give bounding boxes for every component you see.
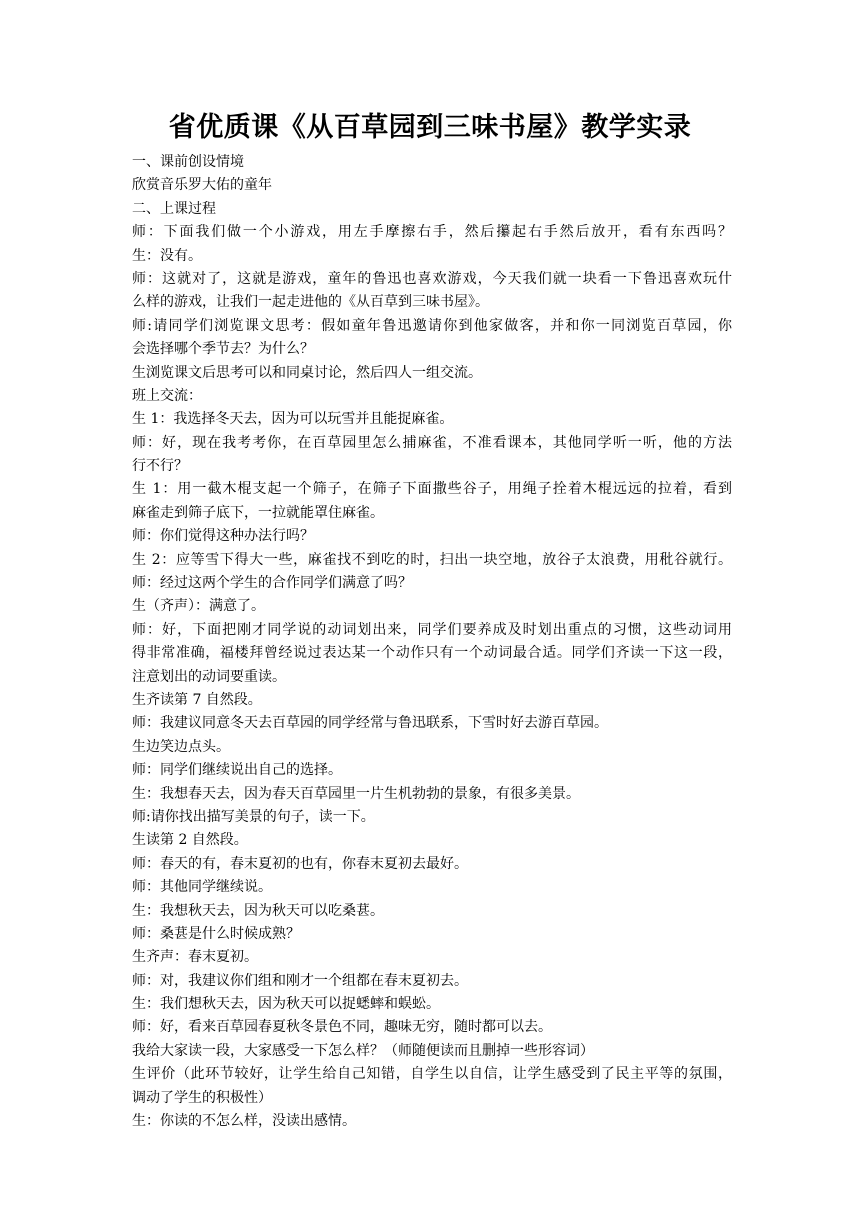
paragraph-line: 师：经过这两个学生的合作同学们满意了吗？ — [132, 575, 412, 592]
paragraph-line: 欣赏音乐罗大佑的童年 — [132, 177, 272, 194]
document-title: 省优质课《从百草园到三味书屋》教学实录 — [168, 112, 692, 143]
paragraph-line: 师：好，下面把刚才同学说的动词划出来，同学们要养成及时划出重点的习惯，这些动词用 — [132, 621, 732, 638]
paragraph-line: 麻雀走到筛子底下，一拉就能罩住麻雀。 — [132, 504, 384, 521]
paragraph-line: 师：我建议同意冬天去百草园的同学经常与鲁迅联系，下雪时好去游百草园。 — [132, 715, 608, 732]
paragraph-line: 师：同学们继续说出自己的选择。 — [132, 762, 342, 779]
paragraph-line: 师：好，现在我考考你，在百草园里怎么捕麻雀，不准看课本，其他同学听一听，他的方法 — [132, 434, 732, 451]
paragraph-line: 师：你们觉得这种办法行吗？ — [132, 528, 314, 545]
paragraph-line: 师：好，看来百草园春夏秋冬景色不同，趣味无穷，随时都可以去。 — [132, 1019, 552, 1036]
paragraph-line: 生 1：用一截木棍支起一个筛子，在筛子下面撒些谷子，用绳子拴着木棍远远的拉着，看到 — [132, 481, 732, 498]
paragraph-line: 生浏览课文后思考可以和同桌讨论，然后四人一组交流。 — [132, 364, 482, 381]
paragraph-line: 生（齐声）：满意了。 — [132, 598, 265, 615]
paragraph-line: 会选择哪个季节去？为什么？ — [132, 341, 314, 358]
paragraph-line: 生：我想春天去，因为春天百草园里一片生机勃勃的景象，有很多美景。 — [132, 785, 580, 802]
paragraph-line: 生：没有。 — [132, 247, 202, 264]
paragraph-line: 调动了学生的积极性） — [132, 1089, 272, 1106]
paragraph-line: 生读第 2 自然段。 — [132, 832, 248, 849]
paragraph-line: 师：春天的有，春末夏初的也有，你春末夏初去最好。 — [132, 855, 468, 872]
paragraph-line: 师：对，我建议你们组和刚才一个组都在春末夏初去。 — [132, 972, 468, 989]
paragraph-line: 我给大家读一段，大家感受一下怎么样？（师随便读而且删掉一些形容词） — [132, 1042, 594, 1059]
paragraph-line: 行不行？ — [132, 458, 188, 475]
paragraph-line: 师:请同学们浏览课文思考：假如童年鲁迅邀请你到他家做客，并和你一同浏览百草园，你 — [132, 317, 732, 334]
document-body — [132, 151, 732, 1133]
section-heading: 二、上课过程 — [132, 200, 216, 217]
paragraph-line: 生：你读的不怎么样，没读出感情。 — [132, 1113, 356, 1130]
paragraph-line: 生边笑边点头。 — [132, 738, 230, 755]
paragraph-line: 么样的游戏，让我们一起走进他的《从百草到三味书屋》。 — [132, 294, 489, 311]
paragraph-line: 师：这就对了，这就是游戏，童年的鲁迅也喜欢游戏，今天我们就一块看一下鲁迅喜欢玩什 — [132, 270, 732, 287]
paragraph-line: 生齐读第 7 自然段。 — [132, 691, 262, 708]
paragraph-line: 生齐声：春末夏初。 — [132, 949, 258, 966]
paragraph-line: 师：下面我们做一个小游戏，用左手摩擦右手，然后攥起右手然后放开，看有东西吗？ — [132, 224, 732, 241]
paragraph-line: 生 1：我选择冬天去，因为可以玩雪并且能捉麻雀。 — [132, 411, 454, 428]
paragraph-line: 师：桑葚是什么时候成熟？ — [132, 925, 300, 942]
paragraph-line: 生：我们想秋天去，因为秋天可以捉蟋蟀和蜈蚣。 — [132, 996, 440, 1013]
paragraph-line: 师:请你找出描写美景的句子，读一下。 — [132, 808, 375, 825]
paragraph-line: 生：我想秋天去，因为秋天可以吃桑葚。 — [132, 902, 384, 919]
section-heading: 一、课前创设情境 — [132, 154, 244, 170]
paragraph-line: 师：其他同学继续说。 — [132, 879, 272, 896]
paragraph-line: 生 2：应等雪下得大一些，麻雀找不到吃的时，扫出一块空地，放谷子太浪费，用秕谷就行。 — [132, 551, 732, 568]
paragraph-line: 注意划出的动词要重读。 — [132, 668, 286, 685]
paragraph-line: 生评价（此环节较好，让学生给自己知错，自学生以自信，让学生感受到了民主平等的氛围， — [132, 1066, 732, 1083]
paragraph-line: 班上交流： — [132, 387, 202, 404]
paragraph-line: 得非常准确，福楼拜曾经说过表达某一个动作只有一个动词最合适。同学们齐读一下这一段， — [132, 645, 732, 662]
